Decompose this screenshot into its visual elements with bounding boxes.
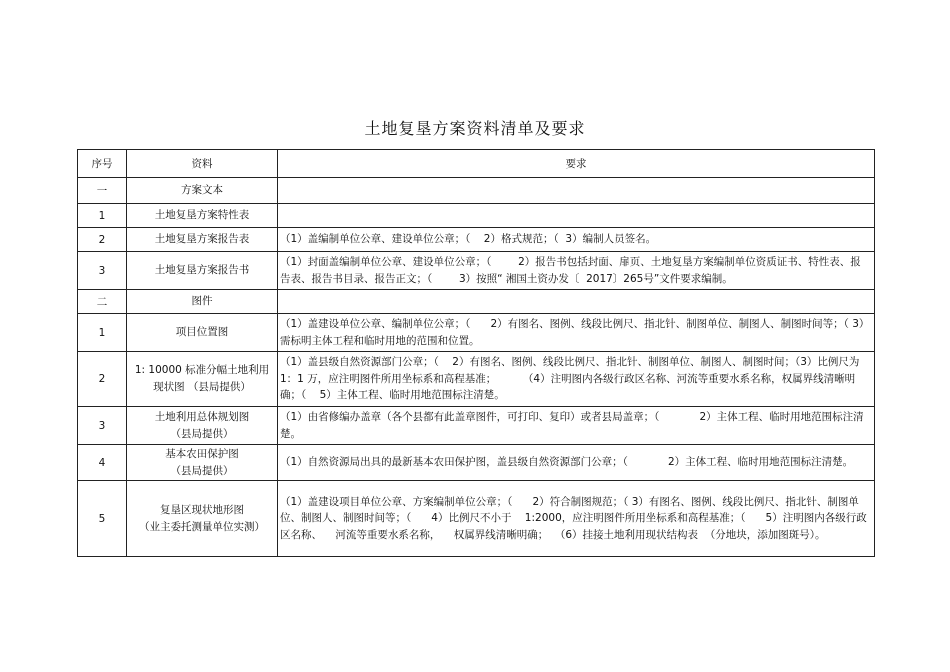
table-row — [78, 445, 875, 481]
row-material — [127, 481, 278, 557]
row-num: 2 — [78, 352, 127, 407]
row-material — [127, 228, 278, 252]
material-line: 基本农田保护图 — [165, 447, 239, 460]
row-requirement — [278, 178, 875, 204]
table-row — [78, 252, 875, 290]
row-material — [127, 407, 278, 445]
table-row — [78, 481, 875, 557]
row-requirement: （1）封面盖编制单位公章、建设单位公章；（ 2）报告书包括封面、扉页、土地复垦方案编制单位资质证书、特性表、报告表、报告书目录、报告正文；（ 3）按照“ 湘国土资办发〔 2017〕265号”文件要求编制。 — [278, 252, 875, 290]
row-num: 4 — [78, 445, 127, 481]
material-line: 项目位置图 — [175, 326, 229, 338]
table-row — [78, 314, 875, 352]
material-line: （县局提供） — [170, 464, 234, 477]
material-line: 土地复垦方案报告表 — [154, 233, 250, 245]
row-material — [127, 178, 278, 204]
document-title: 土地复垦方案资料清单及要求 — [364, 119, 586, 138]
material-line: 土地复垦方案报告书 — [154, 264, 250, 276]
material-line: 现状图 （县局提供） — [153, 381, 251, 393]
row-material — [127, 352, 278, 407]
table-row — [78, 352, 875, 407]
header-requirement: 要求 — [278, 150, 875, 178]
table-row — [78, 407, 875, 445]
table-row — [78, 290, 875, 314]
header-num: 序号 — [78, 150, 127, 178]
row-requirement: （1）由省修编办盖章（各个县都有此盖章图件，可打印、复印）或者县局盖章；（ 2）主体工程、临时用地范围标注清楚。 — [278, 407, 875, 445]
material-line: 土地复垦方案特性表 — [154, 209, 250, 221]
row-requirement: （1）盖县级自然资源部门公章；（ 2）有图名、图例、线段比例尺、指北针、制图单位、制图人、制图时间；（3）比例尺为 1：1 万，应注明图件所用坐标系和高程基准； （4）注明图内各级行政区名称、河流等重要水系名称，权属界线清晰明确；（ 5）主体工程、临时用地范围标注清楚。 — [278, 352, 875, 407]
row-num: 二 — [78, 290, 127, 314]
row-requirement — [278, 204, 875, 228]
row-material — [127, 314, 278, 352]
row-requirement: （1）盖编制单位公章、建设单位公章；（ 2）格式规范；（ 3）编制人员签名。 — [278, 228, 875, 252]
material-line: 土地利用总体规划图 — [154, 410, 250, 423]
row-num: 一 — [78, 178, 127, 204]
table-header-row — [78, 150, 875, 178]
row-num: 2 — [78, 228, 127, 252]
row-material — [127, 445, 278, 481]
row-requirement: （1）盖建设项目单位公章、方案编制单位公章；（ 2）符合制图规范；（ 3）有图名、图例、线段比例尺、指北针、制图单位、制图人、制图时间等；（ 4）比例尺不小于 1:2000，应注明图件所用坐标系和高程基准；（ 5）注明图内各级行政区名称、 河流等重要水系名称， 权属界线清晰明确； （6）挂接土地利用现状结构表 （分地块，添加图斑号）。 — [278, 481, 875, 557]
row-num: 5 — [78, 481, 127, 557]
table-row — [78, 178, 875, 204]
row-num: 1 — [78, 204, 127, 228]
row-num: 3 — [78, 252, 127, 290]
requirements-table — [77, 149, 875, 557]
material-line: 复垦区现状地形图 — [160, 503, 244, 516]
row-num: 3 — [78, 407, 127, 445]
material-line: （县局提供） — [170, 427, 234, 440]
material-line: （业主委托测量单位实测） — [139, 520, 265, 533]
row-requirement: （1）自然资源局出具的最新基本农田保护图，盖县级自然资源部门公章；（ 2）主体工程、临时用地范围标注清楚。 — [278, 445, 875, 481]
material-line: 图件 — [191, 295, 213, 307]
table-row — [78, 228, 875, 252]
row-material — [127, 290, 278, 314]
row-material — [127, 252, 278, 290]
table-row — [78, 204, 875, 228]
header-material: 资料 — [127, 150, 278, 178]
row-material — [127, 204, 278, 228]
material-line: 1: 10000 标准分幅土地利用 — [134, 364, 270, 376]
material-line: 方案文本 — [181, 184, 223, 196]
row-requirement — [278, 290, 875, 314]
row-num: 1 — [78, 314, 127, 352]
row-requirement: （1）盖建设单位公章、编制单位公章；（ 2）有图名、图例、线段比例尺、指北针、制图单位、制图人、制图时间等；（ 3）需标明主体工程和临时用地的范围和位置。 — [278, 314, 875, 352]
